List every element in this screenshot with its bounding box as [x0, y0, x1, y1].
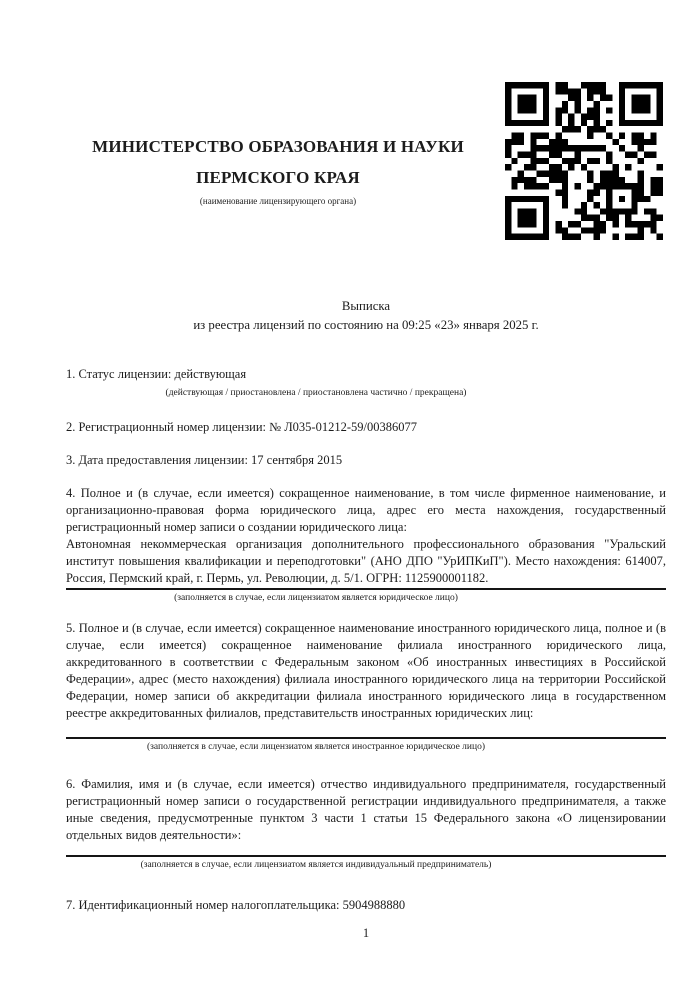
- authority-name-line1: МИНИСТЕРСТВО ОБРАЗОВАНИЯ И НАУКИ: [92, 137, 464, 156]
- authority-name-line2: ПЕРМСКОГО КРАЯ: [196, 168, 360, 187]
- license-grant-date-text: 3. Дата предоставления лицензии: 17 сентября 2015: [66, 453, 343, 467]
- document-title-line2: из реестра лицензий по состоянию на 09:25 «23» января 2025 г.: [193, 318, 539, 332]
- item-registration-number: [66, 419, 666, 436]
- licensing-authority-block: [66, 131, 490, 207]
- license-status-caption: (действующая / приостановлена / приостановлена частично / прекращена): [165, 388, 467, 398]
- fill-in-line: [66, 737, 666, 739]
- taxpayer-number-text: 7. Идентификационный номер налогоплательщика: 5904988880: [66, 898, 406, 912]
- qr-code-image: [505, 82, 663, 240]
- legal-entity-caption: (заполняется в случае, если лицензиатом является юридическое лицо): [174, 593, 458, 603]
- authority-name: [66, 131, 490, 193]
- qr-code: [505, 82, 663, 240]
- individual-entrepreneur-caption: (заполняется в случае, если лицензиатом является индивидуальный предприниматель): [140, 860, 492, 870]
- license-status-text: 1. Статус лицензии: действующая: [66, 367, 247, 381]
- document-title-line1: Выписка: [341, 299, 391, 313]
- item-license-grant-date: [66, 452, 666, 469]
- fill-in-line: [66, 588, 666, 590]
- individual-entrepreneur-label: 6. Фамилия, имя и (в случае, если имеется) отчество индивидуального предпринимателя, государственный регистрационный номер записи о государственной регистрации индивидуального предпринимателя, а также иные сведения, предусмотренные пунктом 3 части 1 статьи 15 Федерального закона «О лицензировании отдельных видов деятельности»:: [66, 777, 666, 842]
- legal-entity-label: 4. Полное и (в случае, если имеется) сокращенное наименование, в том числе фирменное наименование, и организационно-правовая форма юридического лица, адрес его места нахождения, государственный регистрационный номер записи о создании юридического лица:: [66, 486, 666, 534]
- item-taxpayer-number: [66, 897, 666, 914]
- legal-entity-value: Автономная некоммерческая организация дополнительного профессионального образования "Уральский институт повышения квалификации и переподготовки" (АНО ДПО "УрИПКиП"). Место нахождения: 614007, Россия, Пермский край, г. Пермь, ул. Революции, д. 5/1. ОГРН: 1125900001182.: [66, 537, 666, 585]
- authority-caption: (наименование лицензирующего органа): [199, 196, 357, 206]
- item-legal-entity: [66, 485, 666, 605]
- page-number: 1: [362, 926, 370, 940]
- item-individual-entrepreneur: [66, 776, 666, 872]
- foreign-entity-label: 5. Полное и (в случае, если имеется) сокращенное наименование иностранного юридического лица, полное и (в случае, если имеется) сокращенное наименование филиала иностранного юридического лица, аккредитованного в соответствии с Федеральным законом «Об иностранных инвестициях в Российской Федерации», адрес (место нахождения) филиала иностранного юридического лица на территории Российской Федерации, номер записи об аккредитации филиала иностранного юридического лица в государственном реестре аккредитованных филиалов, представительств иностранных юридических лиц:: [66, 621, 666, 720]
- foreign-entity-caption: (заполняется в случае, если лицензиатом является иностранное юридическое лицо): [147, 742, 485, 752]
- registration-number-text: 2. Регистрационный номер лицензии: № Л035-01212-59/00386077: [66, 420, 417, 434]
- item-license-status: [66, 366, 666, 400]
- fill-in-line: [66, 855, 666, 857]
- document-title: [66, 297, 666, 335]
- item-foreign-entity: [66, 620, 666, 754]
